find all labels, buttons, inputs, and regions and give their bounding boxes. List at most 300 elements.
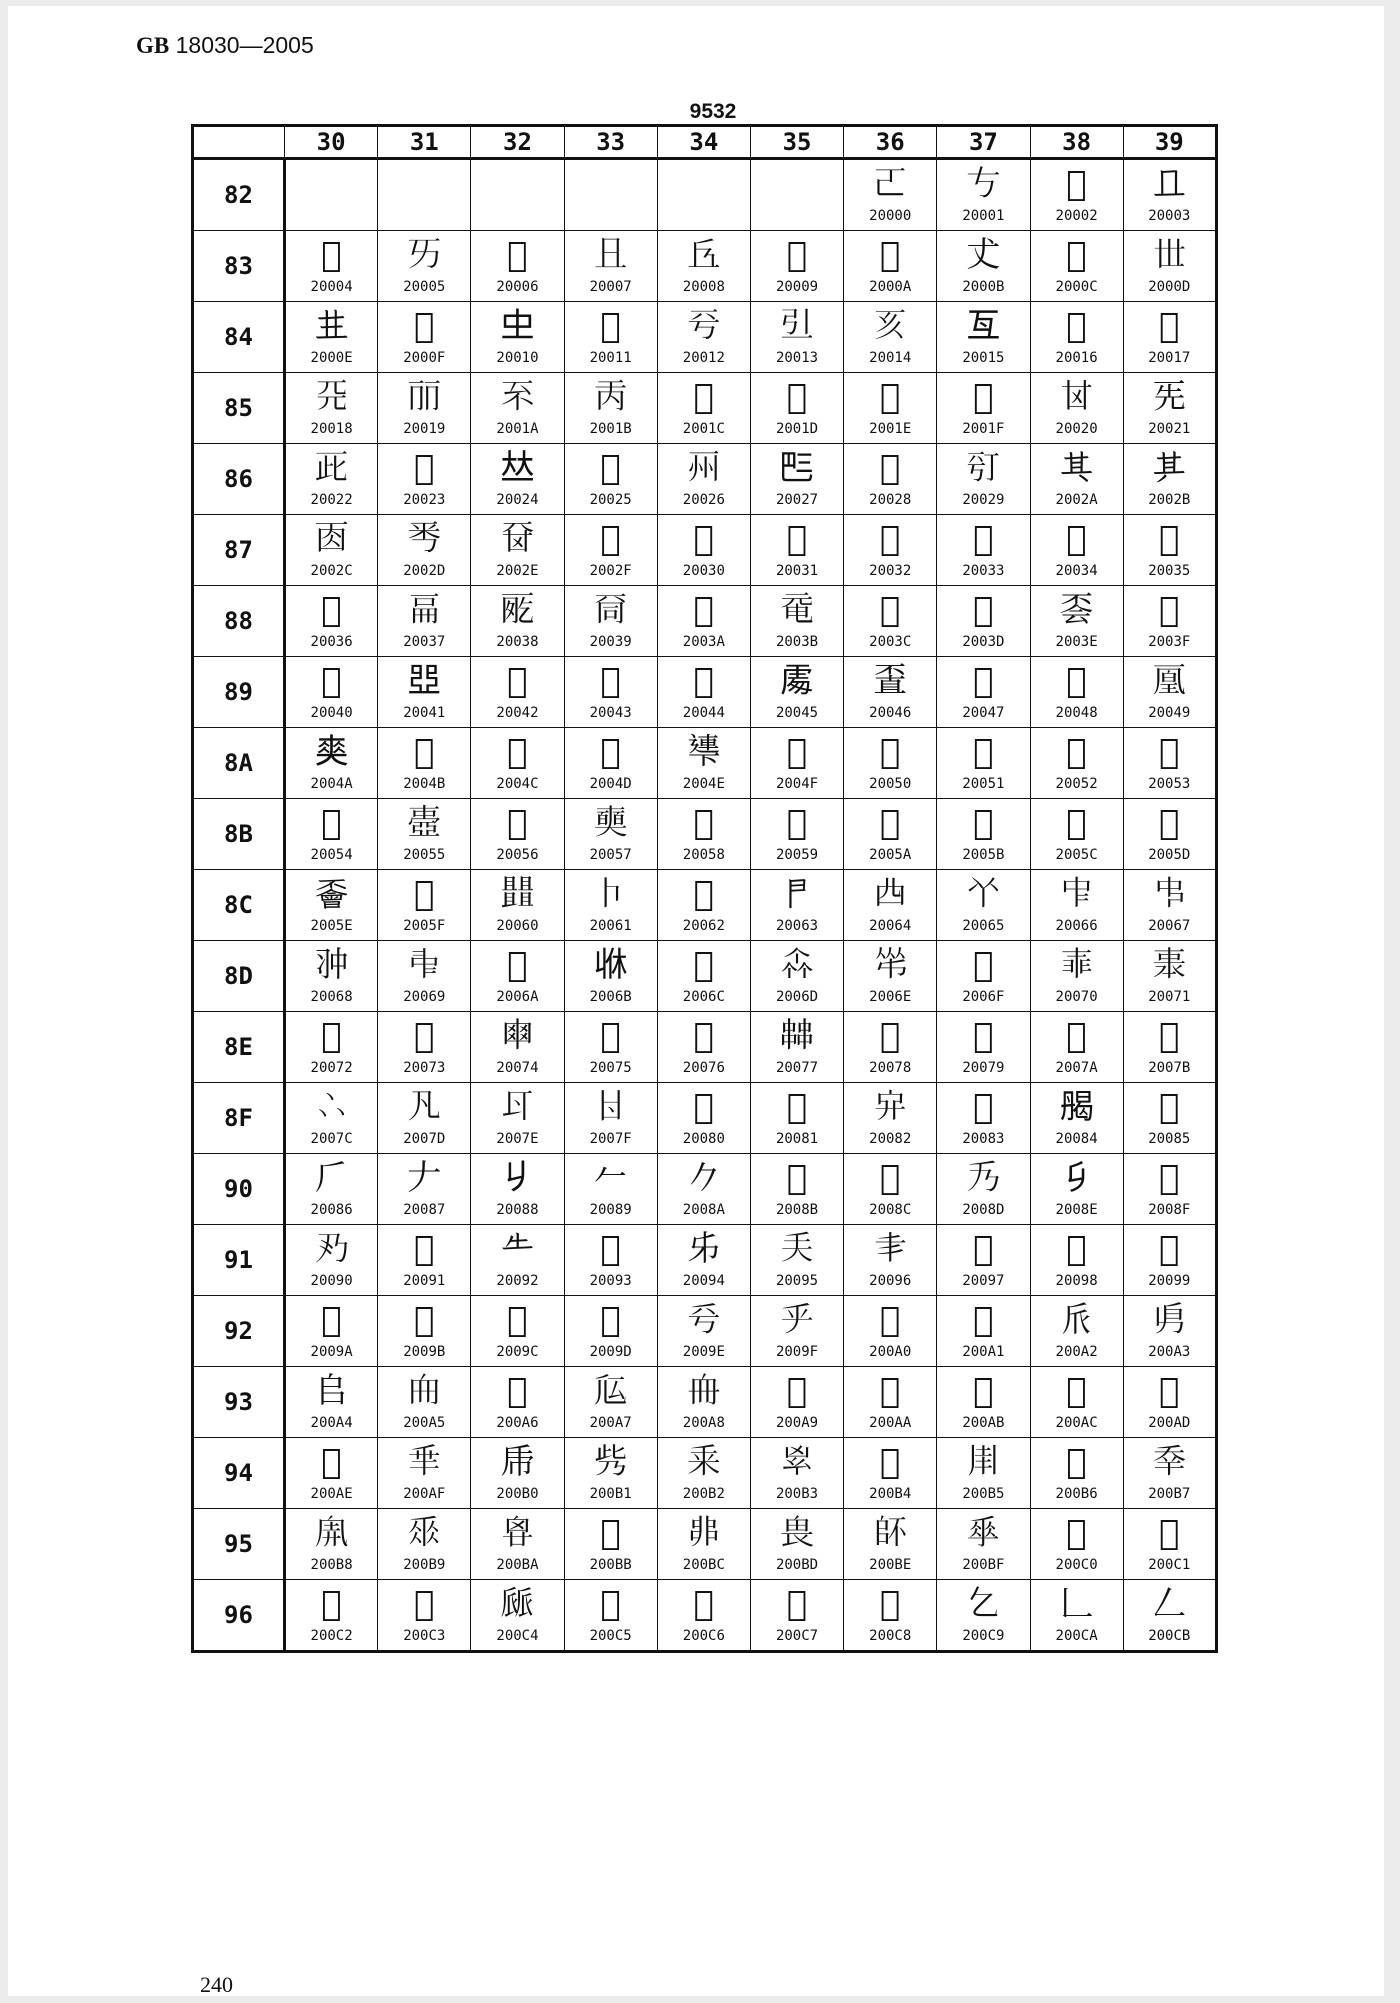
row-header: 93 [193,1367,285,1438]
character-cell [378,586,471,657]
unicode-code: 2007F [589,1131,632,1147]
unicode-code: 20022 [310,492,353,508]
unicode-code: 2006F [962,989,1005,1005]
unicode-code: 200AE [310,1486,353,1502]
character-glyph: 𠂮 [321,1442,342,1482]
unicode-code: 20079 [962,1060,1005,1076]
unicode-code: 2007B [1148,1060,1191,1076]
character-cell [1030,373,1123,444]
unicode-code: 20045 [775,705,819,721]
unicode-code: 2006B [589,989,632,1005]
unicode-code: 20046 [869,705,912,721]
unicode-code: 20061 [589,918,632,934]
character-glyph [471,160,563,208]
unicode-code: 20023 [403,492,446,508]
character-cell [844,657,937,728]
character-glyph: 𠂥 [407,1371,442,1411]
character-glyph: 𠂷 [1152,1442,1187,1482]
unicode-code: 20080 [682,1131,725,1147]
character-cell [844,1580,937,1652]
character-glyph: 𠂦 [507,1371,528,1411]
character-cell [378,231,471,302]
character-glyph: 𠀢 [314,448,349,488]
unicode-code: 20089 [589,1202,632,1218]
character-glyph: 𠀱 [786,519,808,559]
character-cell [750,941,843,1012]
character-glyph: 𠁊 [314,732,349,772]
character-glyph: 𠁲 [321,1016,342,1056]
unicode-code: 20014 [869,350,912,366]
character-cell [657,728,750,799]
unicode-code: 2009D [589,1344,632,1360]
table-row [193,799,1217,870]
character-cell [471,231,564,302]
character-cell [564,302,657,373]
unicode-code: 20018 [310,421,353,437]
character-glyph: 𠁗 [593,803,628,843]
unicode-code: 200AD [1148,1415,1191,1431]
character-glyph: 𠀔 [873,306,908,346]
unicode-code: 20050 [869,776,912,792]
unicode-code: 200BB [589,1557,632,1573]
character-cell [1030,1367,1123,1438]
character-cell [750,1509,843,1580]
row-header: 89 [193,657,285,728]
unicode-code: 200CB [1148,1628,1191,1644]
unicode-code: 20060 [496,918,539,934]
character-glyph: 𠂣 [1152,1300,1187,1340]
character-glyph: 𠂕 [780,1229,815,1269]
character-glyph: 𠀯 [600,519,621,559]
character-glyph: 𠀽 [973,590,994,630]
unicode-code: 20043 [589,705,632,721]
unicode-code [378,208,470,226]
character-cell [285,1012,378,1083]
unicode-code: 20015 [962,350,1005,366]
character-glyph: 𠂨 [686,1371,721,1411]
character-cell [285,302,378,373]
character-cell [844,1225,937,1296]
unicode-code: 200AC [1055,1415,1098,1431]
table-row [193,515,1217,586]
unicode-code: 20057 [589,847,632,863]
character-glyph: 𠂃 [973,1087,994,1127]
unicode-code: 2008C [869,1202,912,1218]
character-glyph: 𠀅 [407,235,442,275]
character-cell [750,231,843,302]
page-number: 240 [200,1972,233,1997]
unicode-code: 2009C [496,1344,539,1360]
character-glyph: 𠂪 [880,1371,901,1411]
character-glyph: 𠀀 [873,164,908,204]
unicode-code: 20004 [310,279,353,295]
character-cell [937,941,1030,1012]
unicode-code: 20035 [1148,563,1191,579]
character-glyph: 𠂰 [500,1442,535,1482]
character-cell [378,870,471,941]
character-glyph: 𠁡 [593,874,628,914]
character-cell [937,1580,1030,1652]
unicode-code: 20002 [1055,208,1098,224]
unicode-code: 200B6 [1055,1486,1098,1502]
row-header: 8D [193,941,285,1012]
character-cell [937,870,1030,941]
character-cell [471,1367,564,1438]
unicode-code: 20025 [589,492,632,508]
character-cell [285,728,378,799]
character-cell [844,159,937,231]
character-glyph: 𠁀 [321,661,342,701]
unicode-code: 20076 [682,1060,725,1076]
character-glyph: 𠁙 [786,803,808,843]
character-glyph [658,160,750,208]
character-cell [378,1225,471,1296]
character-cell [1030,1154,1123,1225]
unicode-code: 20026 [682,492,725,508]
character-glyph: 𠂀 [693,1087,715,1127]
character-glyph: 𠀸 [500,590,535,630]
unicode-code: 2006D [775,989,819,1005]
character-cell [471,159,564,231]
character-glyph: 𠃁 [1159,1513,1180,1553]
unicode-code: 2008B [775,1202,819,1218]
character-glyph: 𠃉 [966,1584,1001,1624]
character-cell [844,1012,937,1083]
character-cell [657,870,750,941]
character-glyph: 𠁆 [873,661,908,701]
table-row [193,1296,1217,1367]
character-cell [285,1083,378,1154]
unicode-code: 2009E [682,1344,725,1360]
character-cell [1030,159,1123,231]
character-cell [1123,1438,1216,1509]
character-glyph: 𠀏 [414,306,435,346]
unicode-code: 20016 [1055,350,1098,366]
character-cell [1030,302,1123,373]
character-cell [657,1296,750,1367]
unicode-code: 20071 [1148,989,1191,1005]
row-header: 8B [193,799,285,870]
character-cell [937,444,1030,515]
character-cell [378,1367,471,1438]
character-glyph: 𠂧 [593,1371,628,1411]
unicode-code: 2002D [403,563,446,579]
row-header: 88 [193,586,285,657]
unicode-code: 2007D [403,1131,446,1147]
character-cell [844,941,937,1012]
character-cell [564,1580,657,1652]
character-glyph: 𠃅 [600,1584,621,1624]
character-cell [285,1225,378,1296]
character-glyph: 𠁒 [1066,732,1087,772]
character-glyph: 𠂚 [321,1300,342,1340]
character-glyph: 𠁁 [407,661,442,701]
column-header: 35 [750,126,843,159]
character-cell [471,1296,564,1367]
character-cell [937,1438,1030,1509]
character-cell [750,1154,843,1225]
character-cell [750,1367,843,1438]
unicode-code: 200C7 [775,1628,819,1644]
unicode-code: 200CA [1055,1628,1098,1644]
character-glyph: 𠁄 [693,661,715,701]
column-header: 33 [564,126,657,159]
table-row [193,159,1217,231]
table-row [193,1012,1217,1083]
character-glyph: 𠂻 [600,1513,621,1553]
unicode-code: 200B1 [589,1486,632,1502]
character-glyph: 𠂋 [786,1158,808,1198]
code-table [191,124,1218,1653]
character-cell [1030,1580,1123,1652]
row-header: 87 [193,515,285,586]
character-cell [378,1154,471,1225]
character-glyph: 𠀪 [1059,448,1094,488]
unicode-code: 200B8 [310,1557,353,1573]
character-cell [1030,941,1123,1012]
unicode-code: 2005A [869,847,912,863]
unicode-code: 2004D [589,776,632,792]
character-glyph: 𠀎 [314,306,349,346]
unicode-code: 20082 [869,1131,912,1147]
unicode-code: 2001E [869,421,912,437]
character-glyph: 𠁣 [780,874,815,914]
unicode-code: 200B3 [775,1486,819,1502]
unicode-code: 200A1 [962,1344,1005,1360]
character-glyph: 𠂘 [1066,1229,1087,1269]
unicode-code: 2000A [869,279,912,295]
character-glyph: 𠀹 [593,590,628,630]
character-cell [844,231,937,302]
unicode-code: 2003F [1148,634,1191,650]
character-glyph: 𠀩 [966,448,1001,488]
unicode-code: 2008F [1148,1202,1191,1218]
character-glyph: 𠂅 [1159,1087,1180,1127]
character-cell [471,1225,564,1296]
table-row [193,728,1217,799]
unicode-code: 20041 [403,705,446,721]
character-cell [937,728,1030,799]
unicode-code: 20038 [496,634,539,650]
unicode-code: 20058 [682,847,725,863]
unicode-code: 2001C [682,421,725,437]
unicode-code: 20030 [682,563,725,579]
character-cell [285,1154,378,1225]
character-glyph: 𠁉 [1152,661,1187,701]
character-glyph: 𠁅 [780,661,815,701]
column-header: 30 [285,126,378,159]
unicode-code: 20074 [496,1060,539,1076]
character-glyph: 𠂑 [414,1229,435,1269]
unicode-code: 2001D [775,421,819,437]
character-cell [750,657,843,728]
unicode-code: 20039 [589,634,632,650]
character-glyph: 𠂹 [407,1513,442,1553]
unicode-code: 20042 [496,705,539,721]
character-glyph: 𠃆 [693,1584,715,1624]
unicode-code: 20024 [496,492,539,508]
character-cell [937,1225,1030,1296]
unicode-code: 2002F [589,563,632,579]
character-cell [1123,586,1216,657]
character-glyph: 𠀧 [780,448,815,488]
character-cell [564,1296,657,1367]
table-row [193,231,1217,302]
character-cell [1030,799,1123,870]
character-cell [471,657,564,728]
unicode-code: 20020 [1055,421,1098,437]
character-cell [471,1083,564,1154]
character-cell [285,586,378,657]
unicode-code: 20027 [775,492,819,508]
unicode-code: 2005B [962,847,1005,863]
unicode-code: 20067 [1148,918,1191,934]
row-header: 82 [193,159,285,231]
unicode-code: 20008 [682,279,725,295]
character-cell [844,1509,937,1580]
character-glyph: 𠀻 [780,590,815,630]
character-cell [471,870,564,941]
unicode-code: 20095 [775,1273,819,1289]
character-glyph: 𠁟 [414,874,435,914]
unicode-code: 20096 [869,1273,912,1289]
character-cell [844,444,937,515]
table-row [193,1509,1217,1580]
character-glyph: 𠀰 [693,519,715,559]
unicode-code: 20068 [310,989,353,1005]
character-glyph: 𠂏 [1159,1158,1180,1198]
unicode-code: 200AF [403,1486,446,1502]
character-cell [1123,941,1216,1012]
table-row [193,1154,1217,1225]
character-cell [1030,1296,1123,1367]
character-glyph: 𠀾 [1059,590,1094,630]
character-glyph: 𠀫 [1152,448,1187,488]
character-glyph: 𠂇 [407,1158,442,1198]
character-cell [285,870,378,941]
document-page [8,6,1384,1996]
character-cell [1123,1296,1216,1367]
character-cell [285,657,378,728]
character-cell [285,444,378,515]
character-glyph: 𠀶 [321,590,342,630]
unicode-code: 2001A [496,421,539,437]
character-glyph: 𠁯 [973,945,994,985]
unicode-code: 200BD [775,1557,819,1573]
unicode-code: 20021 [1148,421,1191,437]
character-glyph: 𠀨 [880,448,901,488]
character-cell [285,373,378,444]
unicode-code: 2002E [496,563,539,579]
unicode-code: 200A0 [869,1344,912,1360]
character-cell [1030,586,1123,657]
unicode-code: 200C2 [310,1628,353,1644]
character-cell [285,159,378,231]
character-glyph: 𠀍 [1152,235,1187,275]
unicode-code [751,208,843,226]
unicode-code: 20049 [1148,705,1191,721]
character-glyph: 𠁘 [693,803,715,843]
unicode-code: 20093 [589,1273,632,1289]
row-header: 90 [193,1154,285,1225]
character-cell [471,373,564,444]
character-glyph: 𠂿 [966,1513,1001,1553]
character-cell [937,1367,1030,1438]
unicode-code: 200BE [869,1557,912,1573]
row-header: 84 [193,302,285,373]
character-cell [378,1083,471,1154]
standard-number: 18030—2005 [175,32,314,58]
character-cell [564,159,657,231]
character-glyph: 𠁫 [593,945,628,985]
character-glyph: 𠀒 [686,306,721,346]
unicode-code: 2001F [962,421,1005,437]
character-glyph: 𠂛 [414,1300,435,1340]
character-cell [657,799,750,870]
character-cell [471,302,564,373]
unicode-code: 20017 [1148,350,1191,366]
character-cell [657,159,750,231]
unicode-code: 20062 [682,918,725,934]
character-glyph: 𠀝 [786,377,808,417]
character-cell [937,302,1030,373]
character-cell [750,302,843,373]
character-cell [1123,302,1216,373]
character-cell [471,1012,564,1083]
character-glyph: 𠂴 [880,1442,901,1482]
unicode-code: 20069 [403,989,446,1005]
character-cell [285,1580,378,1652]
character-cell [844,373,937,444]
unicode-code: 20052 [1055,776,1098,792]
character-cell [937,1509,1030,1580]
unicode-code [471,208,563,226]
unicode-code: 20040 [310,705,353,721]
character-glyph: 𠁳 [414,1016,435,1056]
unicode-code: 2002A [1055,492,1098,508]
character-glyph: 𠁴 [500,1016,535,1056]
unicode-code: 20007 [589,279,632,295]
character-glyph: 𠁾 [500,1087,535,1127]
character-glyph: 𠀡 [1152,377,1187,417]
unicode-code: 2008D [962,1202,1005,1218]
character-glyph: 𠀚 [500,377,535,417]
character-cell [378,444,471,515]
character-glyph: 𠂊 [686,1158,721,1198]
character-glyph: 𠀓 [780,306,815,346]
character-glyph: 𠁷 [780,1016,815,1056]
character-cell [657,1012,750,1083]
character-glyph: 𠀋 [966,235,1001,275]
character-glyph: 𠀁 [966,164,1001,204]
unicode-code: 20097 [962,1273,1005,1289]
unicode-code: 200AB [962,1415,1005,1431]
character-glyph: 𠂁 [786,1087,808,1127]
character-glyph: 𠂒 [500,1229,535,1269]
character-cell [1123,515,1216,586]
character-glyph: 𠃂 [321,1584,342,1624]
character-glyph: 𠂳 [780,1442,815,1482]
character-cell [657,515,750,586]
unicode-code: 2000B [962,279,1005,295]
character-cell [1123,444,1216,515]
character-cell [1030,870,1123,941]
table-row [193,657,1217,728]
character-glyph: 𠃊 [1059,1584,1094,1624]
unicode-code: 20012 [682,350,725,366]
unicode-code: 200B9 [403,1557,446,1573]
character-glyph: 𠂐 [314,1229,349,1269]
